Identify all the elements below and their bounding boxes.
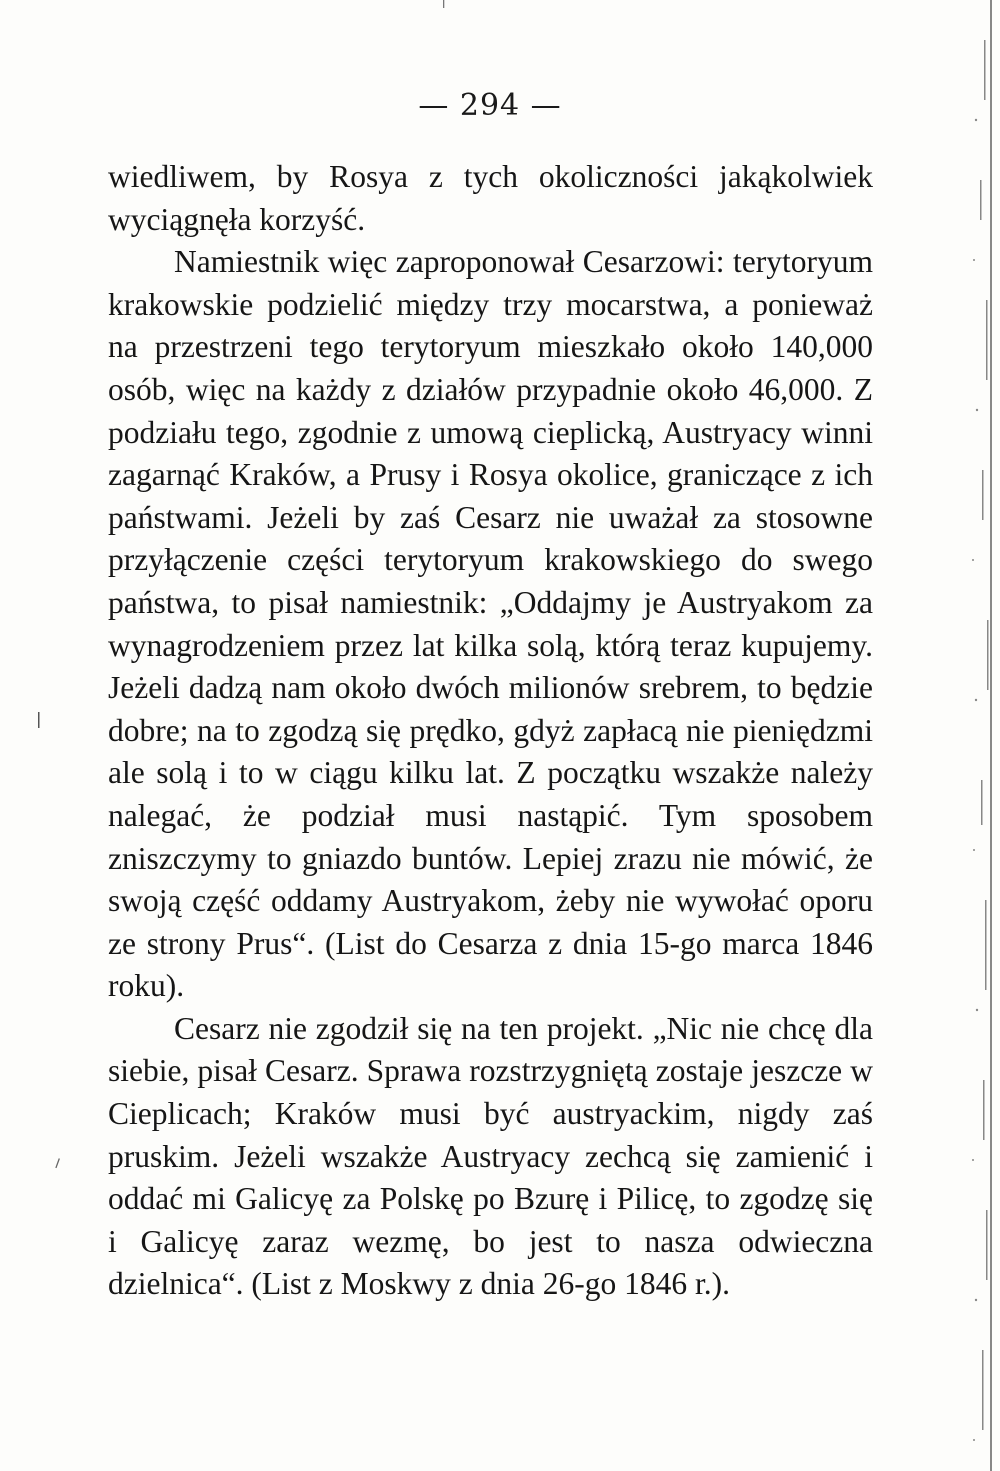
- body-text: [108, 156, 873, 1306]
- paragraph-1: wiedliwem, by Rosya z tych okoliczności jakąkolwiek wyciągnęła korzyść.: [108, 159, 873, 237]
- scan-edge-noise: [962, 0, 1000, 1471]
- page-number: — 294 —: [418, 88, 562, 123]
- stray-mark-left-lower: [54, 1158, 62, 1172]
- stray-mark-top: [441, 0, 447, 12]
- stray-mark-left: [36, 712, 42, 732]
- paragraph-3: Cesarz nie zgodził się na ten projekt. „Nic nie chcę dla siebie, pisał Cesarz. Sprawa rozstrzygniętą zostaje jeszcze w Cieplicach; Kraków musi być austryackim, nigdy zaś pruskim. Jeżeli wszakże Austryacy zechcą się zamienić i oddać mi Galicyę za Polskę po Bzurę i Pilicę, to zgodzę się i Galicyę zaraz wezmę, bo jest to nasza odwieczna dzielnica“. (List z Moskwy z dnia 26-go 1846 r.).: [108, 1010, 873, 1302]
- paragraph-2: Namiestnik więc zaproponował Cesarzowi: terytoryum krakowskie podzielić między trzy mocarstwa, a ponieważ na przestrzeni tego terytoryum mieszkało około 140,000 osób, więc na każdy z działów przypadnie około 46,000. Z podziału tego, zgodnie z umową cieplicką, Austryacy winni zagarnąć Kraków, a Prusy i Rosya okolice, graniczące z ich państwami. Jeżeli by zaś Cesarz nie uważał za stosowne przyłączenie części terytoryum krakowskiego do swego państwa, to pisał namiestnik: „Oddajmy je Austryakom za wynagrodzeniem przez lat kilka solą, którą teraz kupujemy. Jeżeli dadzą nam około dwóch milionów srebrem, to będzie dobre; na to zgodzą się prędko, gdyż zapłacą nie pieniędzmi ale solą i to w ciągu kilku lat. Z początku wszakże należy nalegać, że podział musi nastąpić. Tym sposobem zniszczymy to gniazdo buntów. Lepiej zrazu nie mówić, że swoją część oddamy Austryakom, żeby nie wywołać oporu ze strony Prus“. (List do Cesarza z dnia 15-go marca 1846 roku).: [108, 244, 873, 1004]
